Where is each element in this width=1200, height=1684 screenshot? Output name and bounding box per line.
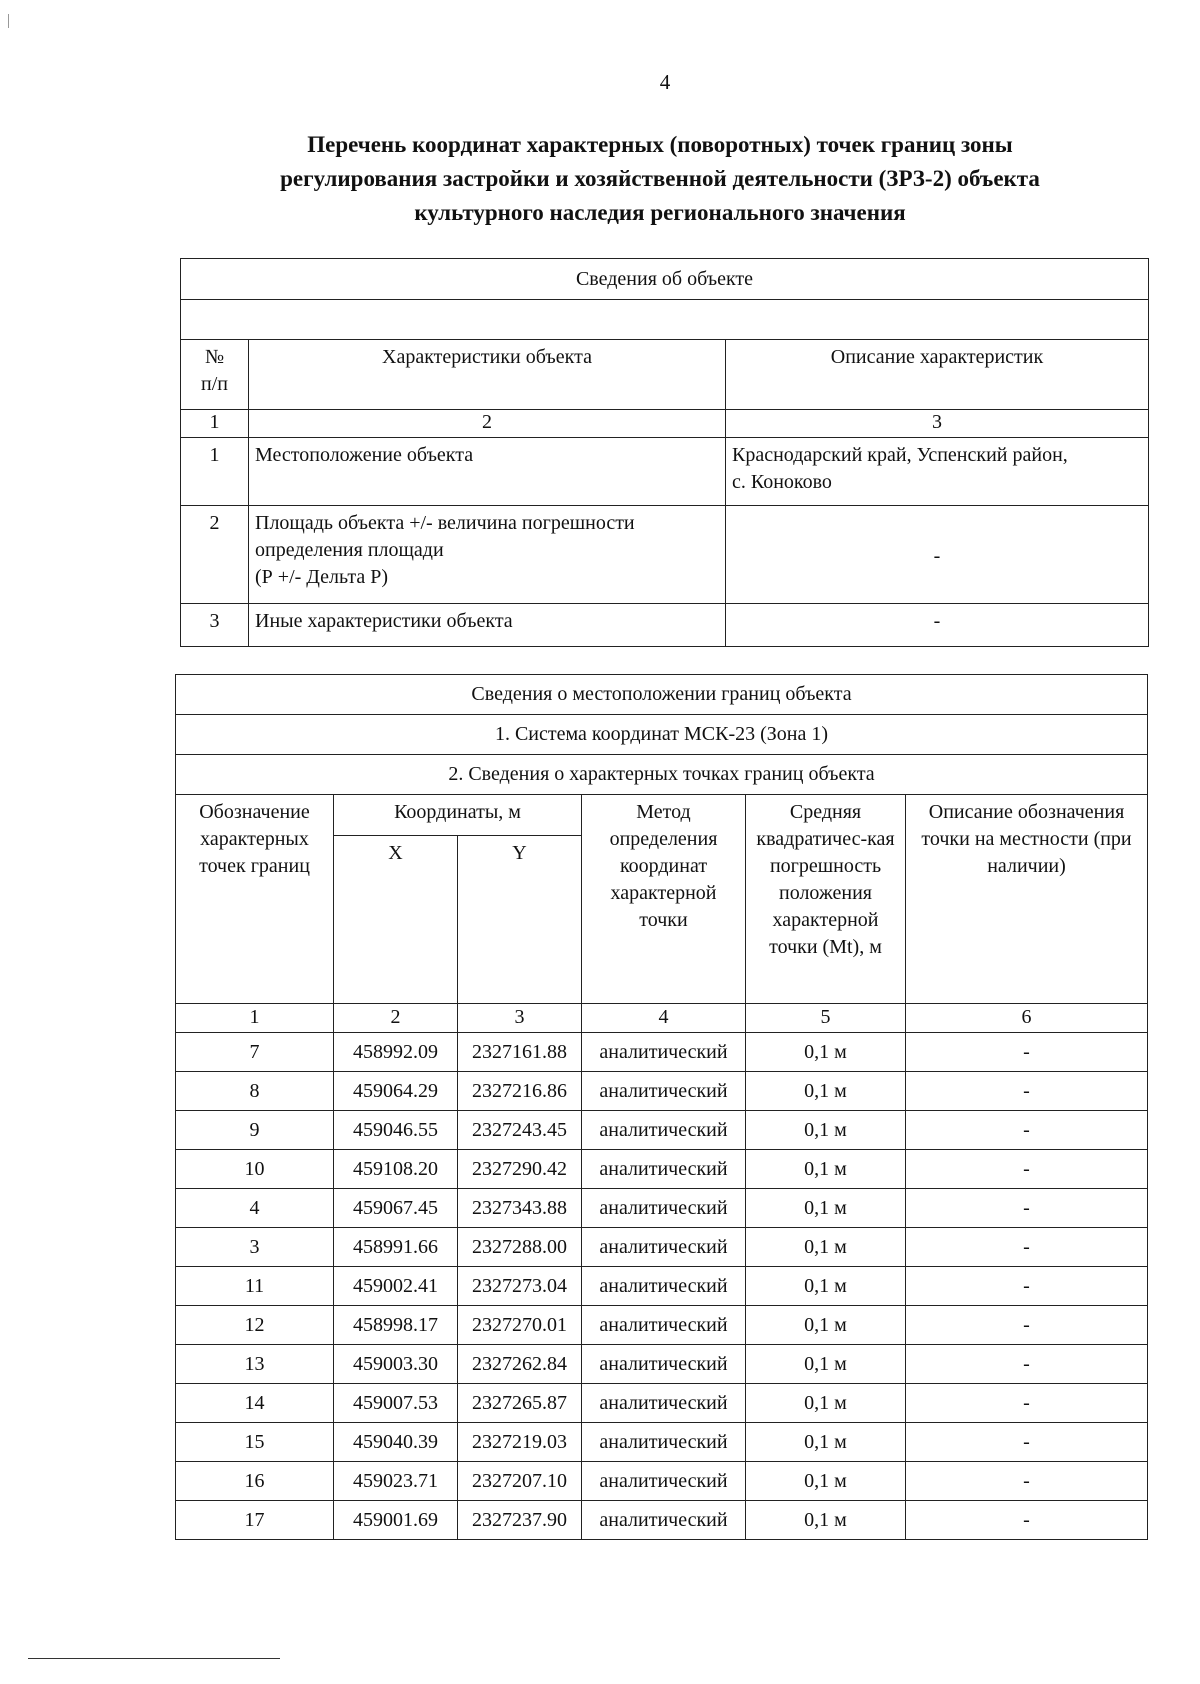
point-y: 2327265.87 [458, 1384, 582, 1423]
col-number: 3 [458, 1004, 582, 1033]
point-y: 2327262.84 [458, 1345, 582, 1384]
point-mt: 0,1 м [746, 1501, 906, 1540]
point-y: 2327161.88 [458, 1033, 582, 1072]
row-name: Иные характеристики объекта [249, 604, 726, 647]
point-mt: 0,1 м [746, 1072, 906, 1111]
point-description: - [906, 1306, 1148, 1345]
point-mt: 0,1 м [746, 1423, 906, 1462]
table-row [176, 1150, 1148, 1189]
row-value: - [726, 506, 1149, 604]
table-row [176, 1033, 1148, 1072]
point-x: 458998.17 [334, 1306, 458, 1345]
point-y: 2327270.01 [458, 1306, 582, 1345]
point-y: 2327216.86 [458, 1072, 582, 1111]
header-method: Метод определения координат характерной точки [582, 795, 746, 1004]
point-method: аналитический [582, 1384, 746, 1423]
table-row [176, 1267, 1148, 1306]
col-number: 2 [249, 410, 726, 438]
point-y: 2327290.42 [458, 1150, 582, 1189]
page-number: 4 [659, 70, 671, 94]
header-x: X [334, 836, 458, 1004]
table-row [176, 1189, 1148, 1228]
point-id: 7 [176, 1033, 334, 1072]
header-designation: Обозначение характерных точек границ [176, 795, 334, 1004]
point-method: аналитический [582, 1111, 746, 1150]
point-mt: 0,1 м [746, 1228, 906, 1267]
point-id: 10 [176, 1150, 334, 1189]
point-description: - [906, 1033, 1148, 1072]
document-title [190, 128, 1130, 230]
empty-row [181, 300, 1149, 340]
header-rms: Средняя квадратичес-кая погрешность положения характерной точки (Mt), м [746, 795, 906, 1004]
point-description: - [906, 1111, 1148, 1150]
table-row [176, 1345, 1148, 1384]
col-number: 6 [906, 1004, 1148, 1033]
point-id: 17 [176, 1501, 334, 1540]
col-number: 3 [726, 410, 1149, 438]
point-method: аналитический [582, 1462, 746, 1501]
point-mt: 0,1 м [746, 1189, 906, 1228]
point-x: 459007.53 [334, 1384, 458, 1423]
point-x: 459001.69 [334, 1501, 458, 1540]
point-id: 8 [176, 1072, 334, 1111]
col-number: 4 [582, 1004, 746, 1033]
row-name [249, 506, 726, 604]
header-y: Y [458, 836, 582, 1004]
point-method: аналитический [582, 1189, 746, 1228]
header-num-line2: п/п [201, 373, 228, 395]
title-line-2: регулирования застройки и хозяйственной деятельности (ЗРЗ-2) объекта [280, 166, 1040, 191]
point-id: 14 [176, 1384, 334, 1423]
point-method: аналитический [582, 1267, 746, 1306]
point-id: 15 [176, 1423, 334, 1462]
point-mt: 0,1 м [746, 1033, 906, 1072]
point-x: 459003.30 [334, 1345, 458, 1384]
point-x: 459067.45 [334, 1189, 458, 1228]
point-method: аналитический [582, 1306, 746, 1345]
point-mt: 0,1 м [746, 1384, 906, 1423]
point-y: 2327219.03 [458, 1423, 582, 1462]
point-mt: 0,1 м [746, 1267, 906, 1306]
row-name-line2: определения площади [255, 539, 444, 561]
point-x: 459040.39 [334, 1423, 458, 1462]
point-method: аналитический [582, 1072, 746, 1111]
point-method: аналитический [582, 1150, 746, 1189]
row-value [726, 438, 1149, 506]
point-id: 11 [176, 1267, 334, 1306]
table-row [176, 1384, 1148, 1423]
col-number: 1 [181, 410, 249, 438]
location-info-table [175, 674, 1148, 1540]
point-description: - [906, 1267, 1148, 1306]
row-num: 1 [181, 438, 249, 506]
point-description: - [906, 1462, 1148, 1501]
table-row [181, 438, 1149, 506]
points-title: 2. Сведения о характерных точках границ объекта [176, 755, 1148, 795]
object-info-table [180, 258, 1149, 647]
point-x: 458991.66 [334, 1228, 458, 1267]
header-point-description: Описание обозначения точки на местности (при наличии) [906, 795, 1148, 1004]
table-row [176, 1306, 1148, 1345]
point-x: 459064.29 [334, 1072, 458, 1111]
row-name-line1: Площадь объекта +/- величина погрешности [255, 512, 635, 534]
row-value: - [726, 604, 1149, 647]
coord-system: 1. Система координат МСК-23 (Зона 1) [176, 715, 1148, 755]
point-method: аналитический [582, 1423, 746, 1462]
point-y: 2327273.04 [458, 1267, 582, 1306]
header-num [181, 340, 249, 410]
table-row [176, 1072, 1148, 1111]
point-x: 458992.09 [334, 1033, 458, 1072]
row-name: Местоположение объекта [249, 438, 726, 506]
row-value-line1: Краснодарский край, Успенский район, [732, 444, 1068, 466]
point-mt: 0,1 м [746, 1150, 906, 1189]
row-num: 2 [181, 506, 249, 604]
point-mt: 0,1 м [746, 1345, 906, 1384]
header-coords: Координаты, м [334, 795, 582, 836]
footnote-divider [28, 1658, 280, 1659]
point-y: 2327207.10 [458, 1462, 582, 1501]
col-number: 1 [176, 1004, 334, 1033]
point-method: аналитический [582, 1033, 746, 1072]
point-y: 2327288.00 [458, 1228, 582, 1267]
point-y: 2327237.90 [458, 1501, 582, 1540]
point-id: 12 [176, 1306, 334, 1345]
point-description: - [906, 1072, 1148, 1111]
scan-mark [8, 14, 9, 28]
point-id: 13 [176, 1345, 334, 1384]
col-number: 5 [746, 1004, 906, 1033]
header-description: Описание характеристик [726, 340, 1149, 410]
point-id: 9 [176, 1111, 334, 1150]
point-description: - [906, 1384, 1148, 1423]
point-method: аналитический [582, 1345, 746, 1384]
point-id: 16 [176, 1462, 334, 1501]
table-row [176, 1462, 1148, 1501]
point-description: - [906, 1228, 1148, 1267]
points-body [176, 1033, 1148, 1540]
point-description: - [906, 1423, 1148, 1462]
point-y: 2327243.45 [458, 1111, 582, 1150]
location-info-title: Сведения о местоположении границ объекта [176, 675, 1148, 715]
point-mt: 0,1 м [746, 1111, 906, 1150]
point-method: аналитический [582, 1228, 746, 1267]
title-line-1: Перечень координат характерных (поворотных) точек границ зоны [307, 132, 1013, 157]
point-description: - [906, 1501, 1148, 1540]
table-row [176, 1423, 1148, 1462]
point-description: - [906, 1150, 1148, 1189]
point-id: 3 [176, 1228, 334, 1267]
title-line-3: культурного наследия регионального значения [414, 200, 906, 225]
row-name-line3: (Р +/- Дельта Р) [255, 566, 389, 588]
table-row [181, 604, 1149, 647]
table-row [176, 1228, 1148, 1267]
table-row [181, 506, 1149, 604]
row-value-line2: с. Коноково [732, 471, 832, 493]
col-number: 2 [334, 1004, 458, 1033]
point-description: - [906, 1345, 1148, 1384]
table-row [176, 1501, 1148, 1540]
point-x: 459002.41 [334, 1267, 458, 1306]
point-x: 459108.20 [334, 1150, 458, 1189]
point-mt: 0,1 м [746, 1306, 906, 1345]
header-num-line1: № [204, 346, 225, 368]
point-mt: 0,1 м [746, 1462, 906, 1501]
point-x: 459023.71 [334, 1462, 458, 1501]
point-x: 459046.55 [334, 1111, 458, 1150]
row-num: 3 [181, 604, 249, 647]
point-method: аналитический [582, 1501, 746, 1540]
table-row [176, 1111, 1148, 1150]
header-characteristics: Характеристики объекта [249, 340, 726, 410]
point-y: 2327343.88 [458, 1189, 582, 1228]
point-description: - [906, 1189, 1148, 1228]
object-info-title: Сведения об объекте [181, 259, 1149, 300]
point-id: 4 [176, 1189, 334, 1228]
